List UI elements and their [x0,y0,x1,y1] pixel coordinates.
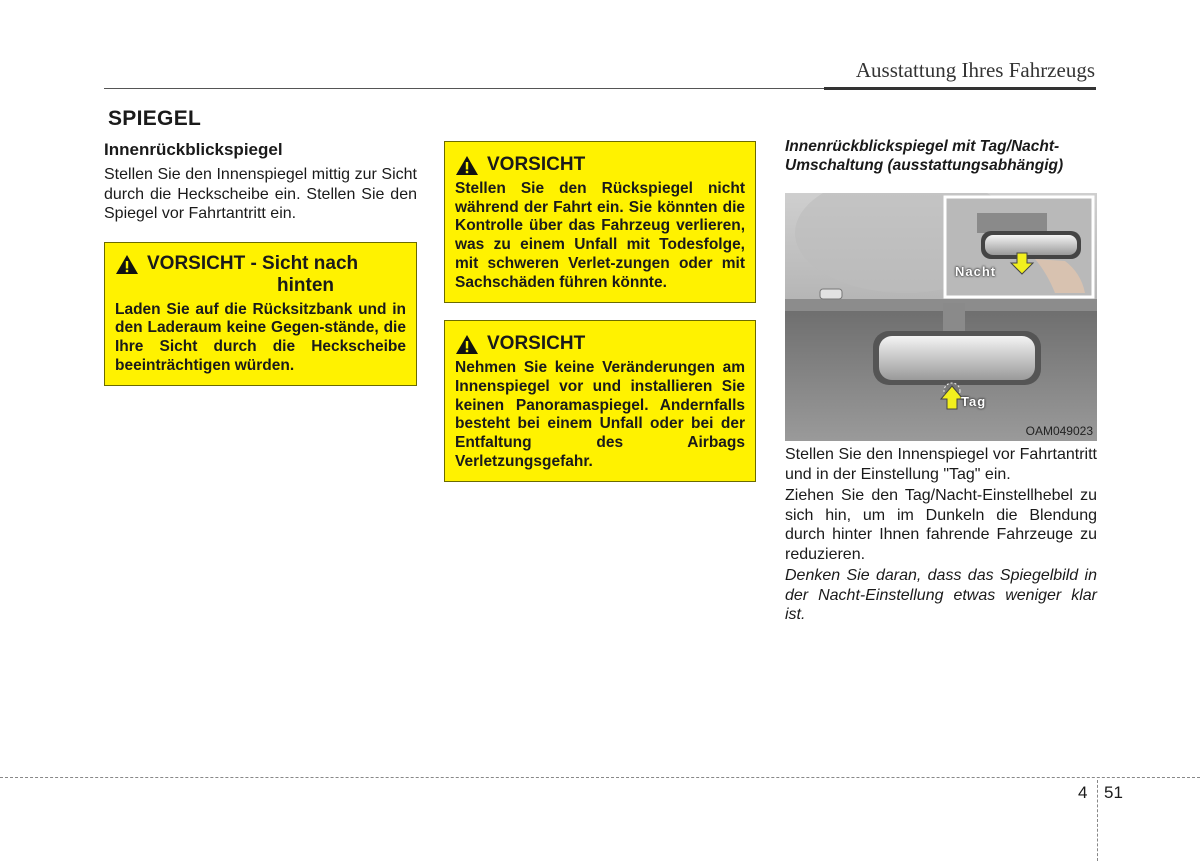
warning-title: VORSICHT [487,154,586,175]
figure-caption: Innenrückblickspiegel mit Tag/Nacht-Umschaltung (ausstattungsabhängig) [785,138,1064,174]
right-column-text [785,445,1097,625]
paragraph-day-setting: Stellen Sie den Innenspiegel vor Fahrtantritt und in der Einstellung "Tag" ein. [785,446,1097,483]
paragraph-note: Denken Sie daran, dass das Spiegelbild in der Nacht-Einstellung etwas weniger klar ist. [785,567,1097,623]
column-right [785,137,1097,627]
warning-triangle-icon [455,334,479,355]
warning-heading [455,154,745,176]
warning-box-adjust [444,141,756,303]
label-day: Tag [961,394,987,409]
warning-body: Nehmen Sie keine Veränderungen am Innenspiegel vor und installieren Sie keinen Panoramaspiegel. Andernfalls besteht bei einem Unfall oder bei der Entfaltung des Airbags Verletzungsgefahr. [455,359,745,470]
figure-code: OAM049023 [1025,424,1093,438]
warning-triangle-icon [455,155,479,176]
page-number: 51 [1104,783,1123,802]
intro-paragraph: Stellen Sie den Innenspiegel mittig zur Sicht durch die Heckscheibe ein. Stellen Sie den Spiegel vor Fahrtantritt ein. [104,166,417,222]
warning-body: Stellen Sie den Rückspiegel nicht während der Fahrt ein. Sie könnten die Kontrolle über das Fahrzeug verlieren, was zu einem Unfall mit Todesfolge, mit schweren Verlet-zungen oder mit Sachschäden führen könnte. [455,180,745,291]
paragraph-lever: Ziehen Sie den Tag/Nacht-Einstellhebel zu sich hin, um im Dunkeln die Blendung durch hinter Ihnen fahrende Fahrzeuge zu reduzieren. [785,487,1097,563]
warning-heading [115,253,406,297]
column-middle [444,141,756,482]
label-night: Nacht [955,264,997,279]
chapter-number: 4 [1078,783,1088,802]
column-left [104,139,417,386]
warning-heading [455,333,745,355]
warning-triangle-icon [115,254,139,275]
warning-title-line2: hinten [277,274,334,296]
header-rule-accent [824,87,1096,90]
running-header: Ausstattung Ihres Fahrzeugs [855,58,1095,82]
mirror-illustration [785,193,1097,441]
mirror-figure [785,193,1097,441]
footer-rule [0,777,1200,778]
warning-box-rear-view [104,242,417,387]
footer-divider [1097,780,1098,861]
subheading: Innenrückblickspiegel [104,140,283,159]
warning-title-line1: VORSICHT - Sicht nach [147,252,359,274]
warning-box-modification [444,320,756,482]
section-title: SPIEGEL [108,107,202,130]
warning-body: Laden Sie auf die Rücksitzbank und in den Laderaum keine Gegen-stände, die Ihre Sicht durch die Heckscheibe beeinträchtigen würden. [115,300,406,374]
warning-title: VORSICHT [487,333,586,355]
